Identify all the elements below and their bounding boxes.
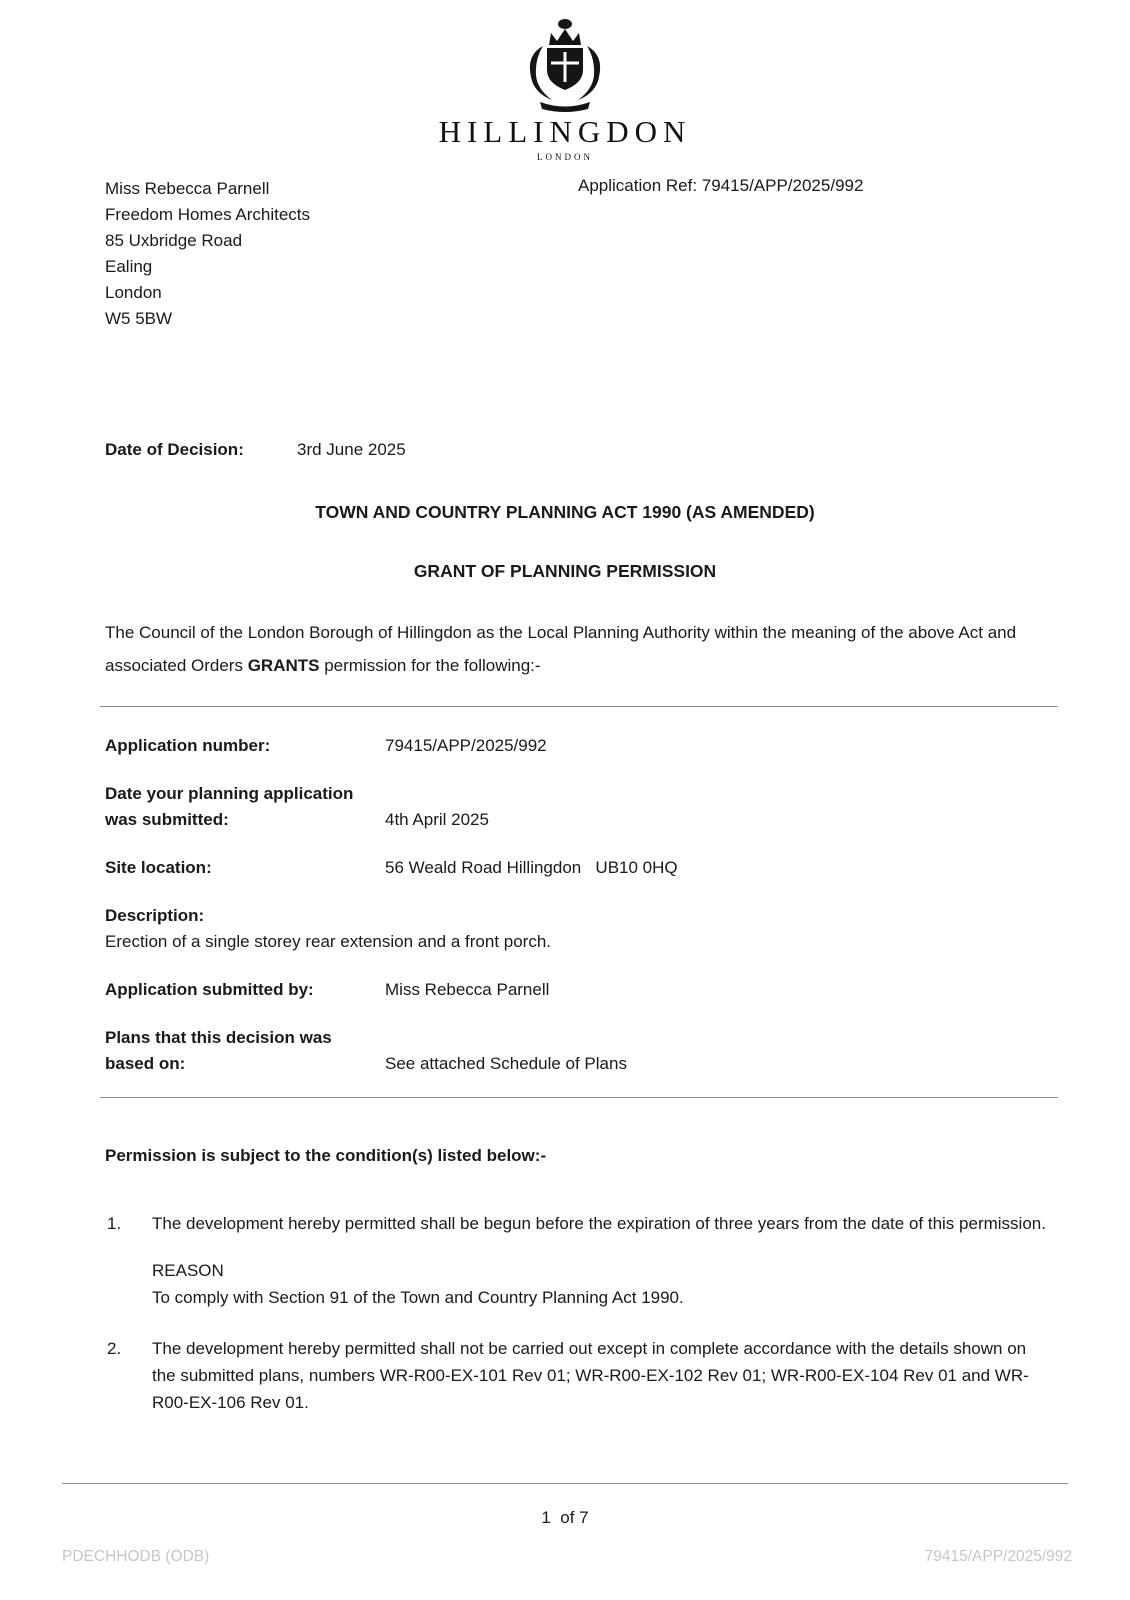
council-logo <box>0 0 1130 162</box>
condition-item <box>107 1210 1046 1311</box>
submitted-by-value: Miss Rebecca Parnell <box>385 980 550 999</box>
footer-rule <box>62 1483 1068 1484</box>
recipient-line: 85 Uxbridge Road <box>105 231 243 250</box>
condition-item <box>107 1335 1046 1416</box>
intro-paragraph <box>105 616 1030 682</box>
site-location-value: 56 Weald Road Hillingdon UB10 0HQ <box>385 858 678 877</box>
condition-number: 2. <box>107 1339 122 1358</box>
details-top-rule <box>100 706 1058 707</box>
application-number-label: Application number: <box>105 736 271 755</box>
recipient-line: W5 5BW <box>105 309 173 328</box>
plans-label: Plans that this decision was based on: <box>105 1028 332 1073</box>
recipient-line: Freedom Homes Architects <box>105 205 311 224</box>
logo-wordmark: HILLINGDON <box>438 114 692 149</box>
page-number: 1 of 7 <box>541 1508 589 1527</box>
conditions-list <box>107 1210 1046 1416</box>
grant-title: GRANT OF PLANNING PERMISSION <box>413 561 717 581</box>
plans-value: See attached Schedule of Plans <box>385 1054 627 1073</box>
condition-reason-label: REASON <box>152 1261 224 1280</box>
recipient-address <box>105 176 1130 332</box>
submitted-date-label: Date your planning application was submitted: <box>105 784 354 829</box>
intro-part1: The Council of the London Borough of Hillingdon as the Local Planning Authority within the meaning of the above Act and associated Orders <box>105 623 1017 675</box>
application-ref: Application Ref: 79415/APP/2025/992 <box>578 176 864 195</box>
grants-emphasis: GRANTS <box>247 656 320 675</box>
application-details-table <box>105 733 1025 1077</box>
date-of-decision-row <box>105 440 1130 460</box>
submitted-by-label: Application submitted by: <box>105 980 314 999</box>
hillingdon-crest-icon <box>517 16 613 112</box>
footer-application-ref: 79415/APP/2025/992 <box>924 1548 1072 1565</box>
recipient-line: Ealing <box>105 257 153 276</box>
intro-part2: permission for the following:- <box>319 656 541 675</box>
recipient-line: London <box>105 283 162 302</box>
header-section <box>0 176 1130 336</box>
site-location-label: Site location: <box>105 858 212 877</box>
condition-text: The development hereby permitted shall not be carried out except in complete accordance with the details shown on the submitted plans, numbers WR-R00-EX-101 Rev 01; WR-R00-EX-102 Rev 01; WR-R00-EX-104 Rev 01 and WR-R00-EX-106 Rev 01. <box>152 1339 1029 1412</box>
date-of-decision-label: Date of Decision: <box>105 440 244 459</box>
condition-reason-text: To comply with Section 91 of the Town and Country Planning Act 1990. <box>152 1288 684 1307</box>
conditions-heading: Permission is subject to the condition(s) listed below:- <box>105 1146 547 1165</box>
act-title: TOWN AND COUNTRY PLANNING ACT 1990 (AS AMENDED) <box>315 502 815 522</box>
details-bottom-rule <box>100 1097 1058 1098</box>
logo-subtitle: LONDON <box>537 152 593 162</box>
submitted-date-value: 4th April 2025 <box>385 810 489 829</box>
footer-document-code: PDECHHODB (ODB) <box>62 1548 210 1565</box>
condition-number: 1. <box>107 1214 122 1233</box>
condition-text: The development hereby permitted shall be begun before the expiration of three years from the date of this permission. <box>152 1214 1046 1233</box>
description-value: Erection of a single storey rear extension and a front porch. <box>105 932 552 951</box>
description-row <box>105 903 1025 955</box>
description-label: Description: <box>105 906 205 925</box>
recipient-line: Miss Rebecca Parnell <box>105 179 270 198</box>
application-number-value: 79415/APP/2025/992 <box>385 736 547 755</box>
date-of-decision-value: 3rd June 2025 <box>297 440 406 459</box>
